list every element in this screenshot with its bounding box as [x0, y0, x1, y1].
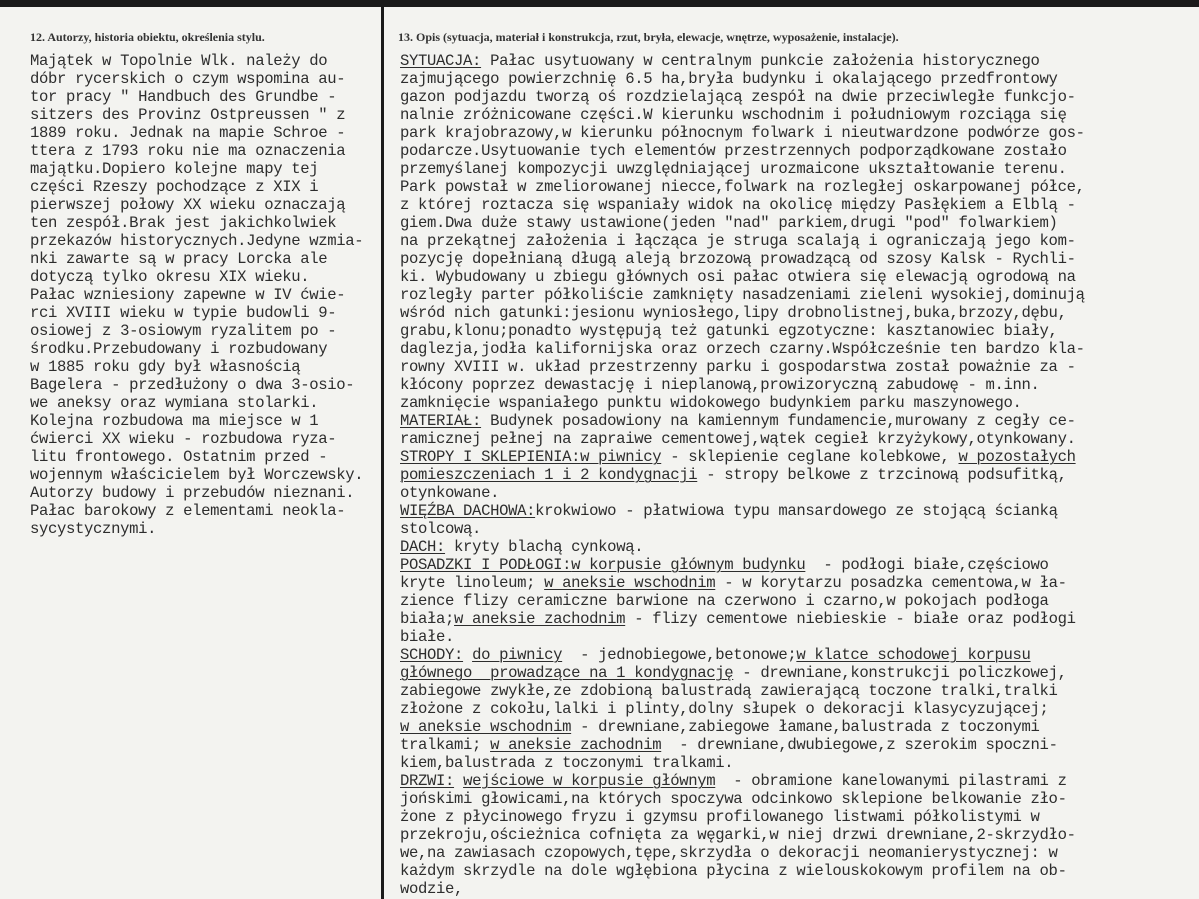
text-segment: otynkowane. [400, 484, 500, 502]
history-text-line: sycystycznymi. [30, 520, 157, 538]
description-text-line [400, 430, 1085, 448]
text-segment: - drewniane,zabiegowe łamane,balustrada z toczonymi [571, 718, 1040, 736]
text-segment: każdym skrzydle na dole wgłębiona płycina z wielouskokowym profilem na ob- [400, 862, 1067, 880]
text-segment: - stropy belkowe z trzcinową podsufitką, [697, 466, 1067, 484]
text-segment: zabiegowe zwykłe,ze zdobioną balustradą zawierającą toczone tralki,tralki [400, 682, 1058, 700]
text-segment: pozycję dopełnianą długą aleją brzozową prowadzącą od szosy Kalsk - Rychli- [400, 250, 1076, 268]
description-text-column [400, 52, 1085, 898]
text-segment: kryte linoleum; [400, 574, 545, 592]
description-text-line [400, 214, 1085, 232]
text-segment: - podłogi białe,częściowo [805, 556, 1049, 574]
text-segment: białe. [400, 628, 455, 646]
text-segment: gazon podjazdu tworzą oś rozdzielającą zespół na dwie przeciwległe funkcjo- [400, 88, 1076, 106]
underlined-term: w klatce schodowej korpusu [796, 646, 1031, 664]
underlined-term: w aneksie wschodnim [544, 574, 716, 592]
history-text-line: ttera z 1793 roku nie ma oznaczenia [30, 142, 346, 160]
history-text-line: tor pracy " Handbuch des Grundbe - [30, 88, 337, 106]
text-segment: zamknięcie wspaniałego punktu widokowego budynkiem parku maszynowego. [400, 394, 1022, 412]
description-text-line [400, 160, 1085, 178]
description-text-line [400, 466, 1085, 484]
description-text-line [400, 844, 1085, 862]
description-text-line [400, 772, 1085, 790]
history-text-line: środku.Przebudowany i rozbudowany [30, 340, 328, 358]
underlined-term: MATERIAŁ: [400, 412, 482, 430]
description-text-line [400, 142, 1085, 160]
text-segment: - jednobiegowe,betonowe; [562, 646, 797, 664]
text-segment: krokwiowo - płatwiowa typu mansardowego ze stojącą ścianką [535, 502, 1058, 520]
description-text-line [400, 646, 1085, 664]
text-segment: rowny XVIII w. układ przestrzenny parku i gospodarstwa został poważnie za - [400, 358, 1076, 376]
description-text-line [400, 286, 1085, 304]
text-segment: zajmującego powierzchnię 6.5 ha,bryła budynku i okalającego przedfrontowy [400, 70, 1058, 88]
description-text-line [400, 862, 1085, 880]
underlined-term: POSADZKI I PODŁOGI: [400, 556, 572, 574]
top-border-rule [0, 0, 1199, 7]
text-segment: Budynek posadowiony na kamiennym fundamencie,murowany z cegły ce- [481, 412, 1076, 430]
section-12-heading: 12. Autorzy, historia obiektu, określenia stylu. [30, 30, 265, 44]
text-segment: park krajobrazowy,w kierunku północnym folwark i nieutwardzone podwórze gos- [400, 124, 1085, 142]
description-text-line [400, 250, 1085, 268]
description-text-line [400, 592, 1085, 610]
text-segment: nalnie zróżnicowane części.W kierunku wschodnim i południowym rozciąga się [400, 106, 1067, 124]
description-text-line [400, 628, 1085, 646]
description-text-line [400, 574, 1085, 592]
text-segment: daglezja,jodła kalifornijska oraz orzech czarny.Współcześnie ten bardzo kla- [400, 340, 1085, 358]
history-text-line: Pałac wzniesiony zapewne w IV ćwie- [30, 286, 346, 304]
underlined-term: do piwnicy [472, 646, 563, 664]
history-text-line: we aneksy oraz wymiana stolarki. [30, 394, 319, 412]
text-segment: jońskimi głowicami,na których spoczywa odcinkowo sklepione belkowanie zło- [400, 790, 1067, 808]
underlined-term: w aneksie wschodnim [400, 718, 572, 736]
description-text-line [400, 178, 1085, 196]
text-segment: grabu,klonu;ponadto występują też gatunki egzotyczne: kasztanowiec biały, [400, 322, 1058, 340]
text-segment: Pałac usytuowany w centralnym punkcie założenia historycznego [481, 52, 1040, 70]
text-segment: - drewniane,konstrukcji policzkowej, [733, 664, 1067, 682]
history-text-line: wojennym właścicielem był Worczewsky. [30, 466, 364, 484]
text-segment: tralkami; [400, 736, 491, 754]
history-text-line: majątku.Dopiero kolejne mapy tej [30, 160, 319, 178]
description-text-line [400, 322, 1085, 340]
history-text-line: Autorzy budowy i przebudów nieznani. [30, 484, 355, 502]
description-text-line [400, 232, 1085, 250]
underlined-term: w korpusie głównym budynku [571, 556, 806, 574]
text-segment: giem.Dwa duże stawy ustawione(jeden "nad" parkiem,drugi "pod" folwarkiem) [400, 214, 1058, 232]
text-segment: Park powstał w zmeliorowanej niecce,folwark na rozległej oskarpowanej półce, [400, 178, 1085, 196]
description-text-line [400, 358, 1085, 376]
description-text-line [400, 700, 1085, 718]
text-segment: podarcze.Usytuowanie tych elementów przestrzennych podporządkowane zostało [400, 142, 1067, 160]
underlined-term: w aneksie zachodnim [490, 736, 662, 754]
text-segment: żone z płycinowego fryzu i gzymsu profilowanego listwami półkolistymi w [400, 808, 1040, 826]
history-text-line: dotyczą tylko okresu XIX wieku. [30, 268, 310, 286]
underlined-term: SCHODY: [400, 646, 464, 664]
history-text-line: sitzers des Provinz Ostpreussen " z [30, 106, 346, 124]
section-13-heading: 13. Opis (sytuacja, materiał i konstrukcja, rzut, bryła, elewacje, wnętrze, wyposażenie, instalacje). [398, 30, 899, 44]
description-text-line [400, 520, 1085, 538]
text-segment: kryty blachą cynkową. [445, 538, 644, 556]
history-text-line: Pałac barokowy z elementami neokla- [30, 502, 346, 520]
description-text-line [400, 682, 1085, 700]
description-text-line [400, 340, 1085, 358]
description-text-line [400, 196, 1085, 214]
description-text-line [400, 52, 1085, 70]
description-text-line [400, 304, 1085, 322]
text-segment: kiem,balustrada z toczonymi tralkami. [400, 754, 734, 772]
text-segment: złożone z cokołu,lalki i plinty,dolny słupek o dekoracji klasycyzującej; [400, 700, 1049, 718]
description-text-line [400, 754, 1085, 772]
description-text-line [400, 376, 1085, 394]
description-text-line [400, 808, 1085, 826]
description-text-line [400, 826, 1085, 844]
text-segment: przekroju,ościeżnica cofnięta za węgarki,w niej drzwi drewniane,2-skrzydło- [400, 826, 1076, 844]
description-text-line [400, 664, 1085, 682]
history-text-line: Kolejna rozbudowa ma miejsce w 1 [30, 412, 319, 430]
underlined-term: SYTUACJA: [400, 52, 482, 70]
history-text-line: rci XVIII wieku w typie budowli 9- [30, 304, 337, 322]
text-segment [463, 646, 472, 664]
description-text-line [400, 124, 1085, 142]
history-text-line: części Rzeszy pochodzące z XIX i [30, 178, 319, 196]
description-text-line [400, 718, 1085, 736]
description-text-line [400, 736, 1085, 754]
description-text-line [400, 268, 1085, 286]
text-segment: we,na zawiasach czopowych,tępe,skrzydła o dekoracji neomanierystycznej: w [400, 844, 1058, 862]
text-segment: przemyślanej kompozycji uwzględniającej urozmaicone ukształtowanie terenu. [400, 160, 1067, 178]
description-text-line [400, 610, 1085, 628]
description-text-line [400, 538, 1085, 556]
history-text-line: litu frontowego. Ostatnim przed - [30, 448, 328, 466]
underlined-term: DRZWI: [400, 772, 455, 790]
history-text-line: ten zespół.Brak jest jakichkolwiek [30, 214, 337, 232]
history-text-line: Majątek w Topolnie Wlk. należy do [30, 52, 328, 70]
text-segment: - sklepienie ceglane kolebkowe, [661, 448, 959, 466]
text-segment: - w korytarzu posadzka cementowa,w ła- [715, 574, 1067, 592]
column-divider [381, 7, 384, 899]
underlined-term: w aneksie zachodnim [454, 610, 626, 628]
history-text-line: przekazów historycznych.Jedyne wzmia- [30, 232, 364, 250]
text-segment [454, 772, 463, 790]
history-text-line: Bagelera - przedłużony o dwa 3-osio- [30, 376, 355, 394]
history-text-line: pierwszej połowy XX wieku oznaczają [30, 196, 346, 214]
underlined-term: wejściowe w korpusie głównym [463, 772, 716, 790]
history-text-line: osiowej z 3-osiowym ryzalitem po - [30, 322, 337, 340]
description-text-line [400, 88, 1085, 106]
text-segment: wodzie, [400, 880, 464, 898]
underlined-term: DACH: [400, 538, 446, 556]
description-text-line [400, 880, 1085, 898]
text-segment: ramicznej pełnej na zapraiwe cementowej,wątek cegieł krzyżykowy,otynkowany. [400, 430, 1076, 448]
underlined-term: WIĘŹBA DACHOWA: [400, 502, 536, 520]
history-text-line: dóbr rycerskich o czym wspomina au- [30, 70, 346, 88]
description-text-line [400, 790, 1085, 808]
description-text-line [400, 394, 1085, 412]
text-segment: stolcową. [400, 520, 482, 538]
text-segment: - drewniane,dwubiegowe,z szerokim spoczni- [661, 736, 1058, 754]
history-text-column [30, 52, 363, 538]
description-text-line [400, 556, 1085, 574]
description-text-line [400, 484, 1085, 502]
text-segment: z której roztacza się wspaniały widok na okolicę między Pasłękiem a Elblą - [400, 196, 1076, 214]
description-text-line [400, 502, 1085, 520]
underlined-term: pomieszczeniach 1 i 2 kondygnacji [400, 466, 698, 484]
text-segment: rozległy parter półkoliście zamknięty nasadzeniami zieleni wysokiej,dominują [400, 286, 1085, 304]
text-segment: - flizy cementowe niebieskie - białe oraz podłogi [625, 610, 1076, 628]
text-segment: - obramione kanelowanymi pilastrami z [715, 772, 1067, 790]
history-text-line: nki zawarte są w pracy Lorcka ale [30, 250, 328, 268]
text-segment: wśród nich gatunki:jesionu wyniosłego,lipy drobnolistnej,buka,brzozy,dębu, [400, 304, 1067, 322]
description-text-line [400, 448, 1085, 466]
text-segment: zience flizy ceramiczne barwione na czerwono i czarno,w pokojach podłoga [400, 592, 1049, 610]
description-text-line [400, 412, 1085, 430]
text-segment: kłócony poprzez dewastację i nieplanową,prowizoryczną zabudowę - m.inn. [400, 376, 1040, 394]
history-text-line: ćwierci XX wieku - rozbudowa ryza- [30, 430, 337, 448]
text-segment: na przekątnej założenia i łącząca je struga scalają i ograniczają jego kom- [400, 232, 1076, 250]
text-segment: biała; [400, 610, 455, 628]
text-segment: ki. Wybudowany u zbiegu głównych osi pałac otwiera się elewacją ogrodową na [400, 268, 1076, 286]
history-text-line: w 1885 roku gdy był własnością [30, 358, 301, 376]
underlined-term: w piwnicy [580, 448, 662, 466]
underlined-term: głównego prowadzące na 1 kondygnację [400, 664, 734, 682]
description-text-line [400, 106, 1085, 124]
underlined-term: STROPY I SKLEPIENIA: [400, 448, 581, 466]
description-text-line [400, 70, 1085, 88]
underlined-term: w pozostałych [958, 448, 1076, 466]
history-text-line: 1889 roku. Jednak na mapie Schroe - [30, 124, 346, 142]
